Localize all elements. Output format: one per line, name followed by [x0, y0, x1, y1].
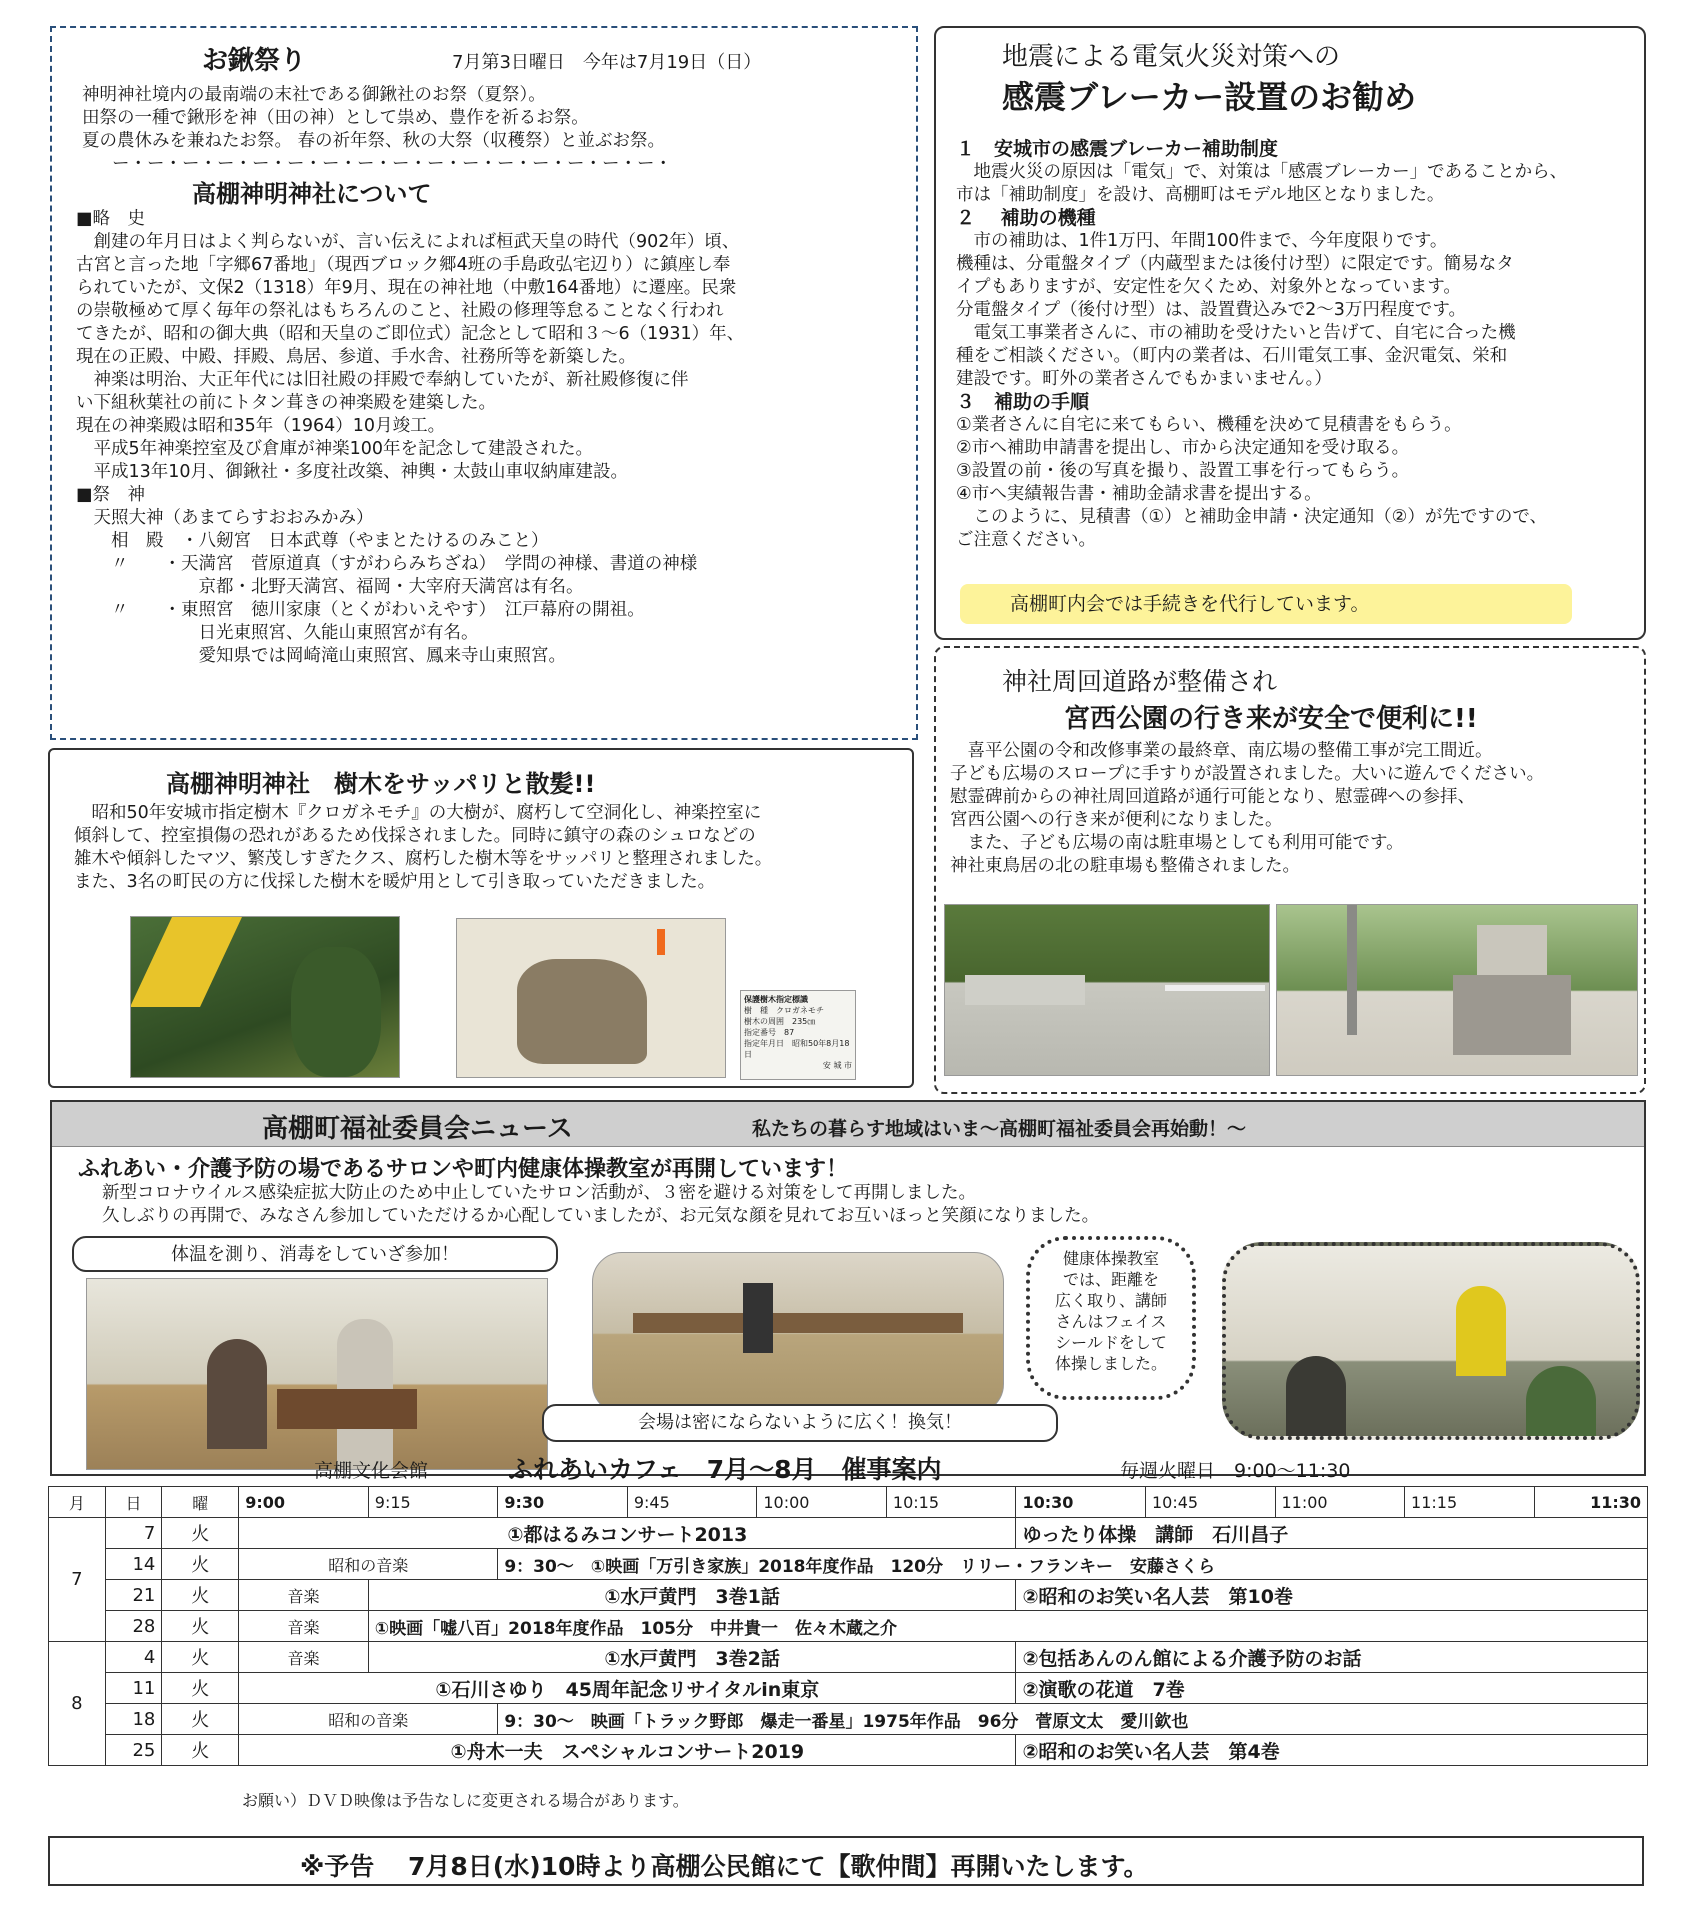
quake-s2-line: 種をご相談ください。（町内の業者は、石川電気工事、金沢電気、栄和: [956, 346, 1508, 366]
quake-s3-line: ご注意ください。: [956, 530, 1096, 550]
festival-title: お鍬祭り: [202, 46, 307, 76]
day-cell: 14: [105, 1549, 162, 1580]
time-slot: 9:45: [627, 1487, 757, 1518]
quake-s3-line: ④市へ実績報告書・補助金請求書を提出する。: [956, 484, 1322, 504]
gods-line: 相 殿 ・八剱宮 日本武尊（やまとたけるのみこと）: [76, 531, 549, 551]
cafe-venue: 高棚文化会館: [314, 1460, 429, 1482]
time-slot: 10:45: [1145, 1487, 1275, 1518]
quake-s1-line: 市は「補助制度」を設け、高棚町はモデル地区となりました。: [956, 185, 1445, 205]
quake-title-2: 感震ブレーカー設置のお勧め: [1002, 78, 1417, 116]
program-cell: ②昭和のお笑い名人芸 第10巻: [1016, 1580, 1648, 1611]
program-cell: ①映画「嘘八百」2018年度作品 105分 中井貴一 佐々木蔵之介: [368, 1611, 1647, 1642]
program-pre-cell: 音楽: [239, 1642, 369, 1673]
quake-s2-line: イプもありますが、安定性を欠くため、対象外となっています。: [956, 277, 1461, 297]
quake-s2-line: 電気工事業者さんに、市の補助を受けたいと告げて、自宅に合った機: [956, 323, 1516, 343]
program-pre-cell: 音楽: [239, 1580, 369, 1611]
welfare-headline: ふれあい・介護予防の場であるサロンや町内健康体操教室が再開しています！: [78, 1157, 849, 1182]
program-pre-cell: 昭和の音楽: [239, 1704, 498, 1735]
quake-s2-line: 建設です。町外の業者さんでもかまいません。）: [956, 369, 1332, 389]
welfare-panel: [50, 1100, 1646, 1476]
header-month: 月: [49, 1487, 106, 1518]
gods-line: 天照大神（あまてらすおおみかみ）: [76, 508, 374, 528]
notice-box: [48, 1836, 1644, 1886]
program-cell: ①水戸黄門 3巻2話: [368, 1642, 1016, 1673]
shrine-panel: [50, 26, 918, 740]
road-line: 喜平公園の令和改修事業の最終章、南広場の整備工事が完工間近。: [950, 741, 1493, 761]
history-line: 現在の神楽殿は昭和35年（1964）10月竣工。: [76, 416, 446, 436]
quake-s3-heading: ３ 補助の手順: [956, 391, 1090, 413]
day-cell: 18: [105, 1704, 162, 1735]
cafe-title: ふれあいカフェ 7月～8月 催事案内: [508, 1455, 942, 1484]
festival-line: 夏の農休みを兼ねたお祭。 春の祈年祭、秋の大祭（収穫祭）と並ぶお祭。: [82, 131, 666, 151]
quake-s1-heading: １ 安城市の感震ブレーカー補助制度: [956, 138, 1278, 160]
history-line: 創建の年月日はよく判らないが、言い伝えによれば桓武天皇の時代（902年）頃、: [76, 232, 740, 252]
tree-sign-photo: [740, 990, 856, 1080]
road-photo: [944, 904, 1270, 1076]
program-cell: ②演歌の花道 7巻: [1016, 1673, 1648, 1704]
time-slot: 11:30: [1534, 1487, 1647, 1518]
tree-cutting-photo: [130, 916, 400, 1078]
history-line: 古宮と言った地「字郷67番地」（現西ブロック郷4班の手島政弘宅辺り）に鎮座し奉: [76, 255, 731, 275]
program-cell: 9：30～ ①映画「万引き家族」2018年度作品 120分 リリー・フランキー 安藤さくら: [498, 1549, 1648, 1580]
program-cell: ②包括あんのん館による介護予防のお話: [1016, 1642, 1648, 1673]
day-cell: 25: [105, 1735, 162, 1766]
day-cell: 28: [105, 1611, 162, 1642]
gods-line: 愛知県では岡崎滝山東照宮、鳳来寺山東照宮。: [76, 646, 566, 666]
day-cell: 11: [105, 1673, 162, 1704]
salon-room-photo: [592, 1252, 1004, 1414]
quake-note: 高棚町内会では手続きを代行しています。: [960, 584, 1572, 624]
cafe-when: 毎週火曜日 9:00～11:30: [1120, 1460, 1351, 1482]
festival-line: 田祭の一種で鍬形を神（田の神）として祟め、豊作を祈るお祭。: [82, 108, 589, 128]
trees-title: 高棚神明神社 樹木をサッパリと散髪!!: [166, 770, 596, 798]
time-slot: 11:00: [1275, 1487, 1405, 1518]
quake-title-1: 地震による電気火災対策への: [1002, 42, 1341, 72]
festival-divider: ー・ー・ー・ー・ー・ー・ー・ー・ー・ー・ー・ー・ー・ー・ー・ー・: [112, 154, 672, 174]
gods-line: 〃 ・天満宮 菅原道真（すがわらみちざね） 学問の神様、書道の神様: [76, 554, 698, 574]
header-day: 日: [105, 1487, 162, 1518]
day-cell: 7: [105, 1518, 162, 1549]
time-slot: 10:00: [757, 1487, 887, 1518]
program-cell: ①石川さゆり 45周年記念リサイタルin東京: [239, 1673, 1016, 1704]
schedule-row: [49, 1735, 1648, 1766]
time-slot: 9:00: [239, 1487, 369, 1518]
sign-title: 保護樹木指定標識: [744, 995, 808, 1004]
tree-stump-photo: [456, 918, 726, 1078]
program-pre-cell: 音楽: [239, 1611, 369, 1642]
road-line: また、子ども広場の南は駐車場としても利用可能です。: [950, 833, 1404, 853]
day-cell: 21: [105, 1580, 162, 1611]
month-cell: 7: [49, 1518, 106, 1642]
gods-heading: ■祭 神: [76, 485, 146, 505]
trees-line: 昭和50年安城市指定樹木『クロガネモチ』の大樹が、腐朽して空洞化し、神楽控室に: [74, 803, 762, 823]
schedule-row: [49, 1673, 1648, 1704]
sign-row: 指定番号 87: [744, 1028, 795, 1037]
road-line: 子ども広場のスロープに手すりが設置されました。大いに遊んでください。: [950, 764, 1545, 784]
sign-row: 樹木の周囲 235㎝: [744, 1017, 816, 1026]
weekday-cell: 火: [162, 1642, 239, 1673]
history-line: の崇敬極めて厚く毎年の祭礼はもちろんのこと、社殿の修理等怠ることなく行われ: [76, 301, 724, 321]
quake-s2-heading: ２ 補助の機種: [956, 207, 1096, 229]
sign-row: 樹 種 クロガネモチ: [744, 1006, 824, 1015]
welfare-line: 久しぶりの再開で、みなさん参加していただけるか心配していましたが、お元気な顔を見れてお互いほっと笑顔になりました。: [102, 1206, 1100, 1226]
time-slot: 9:15: [368, 1487, 498, 1518]
road-title-2: 宮西公園の行き来が安全で便利に!!: [1064, 704, 1478, 734]
trees-line: 傾斜して、控室損傷の恐れがあるため伐採されました。同時に鎮守の森のシュロなどの: [74, 826, 756, 846]
quake-panel: [934, 26, 1646, 640]
weekday-cell: 火: [162, 1611, 239, 1642]
history-line: られていたが、文保2（1318）年9月、現在の神社地（中敷164番地）に遷座。民衆: [76, 278, 737, 298]
program-pre-cell: 昭和の音楽: [239, 1549, 498, 1580]
schedule-row: [49, 1580, 1648, 1611]
quake-s2-line: 市の補助は、1件1万円、年間100件まで、今年度限りです。: [956, 231, 1448, 251]
gods-line: 〃 ・東照宮 徳川家康（とくがわいえやす） 江戸幕府の開祖。: [76, 600, 645, 620]
weekday-cell: 火: [162, 1549, 239, 1580]
shrine-title: 高棚神明神社について: [192, 180, 432, 208]
quake-s1-line: 地震火災の原因は「電気」で、対策は「感震ブレーカー」であることから、: [956, 162, 1568, 182]
history-line: てきたが、昭和の御大典（昭和天皇のご即位式）記念として昭和３～6（1931）年、: [76, 324, 745, 344]
program-cell: 9：30～ 映画「トラック野郎 爆走一番星」1975年作品 96分 菅原文太 愛川欽也: [498, 1704, 1648, 1735]
history-line: 平成5年神楽控室及び倉庫が神楽100年を記念して建設された。: [76, 439, 594, 459]
bubble-exercise: 健康体操教室 では、距離を 広く取り、講師 さんはフェイス シールドをして 体操しました。: [1026, 1236, 1196, 1400]
quake-s3-line: ①業者さんに自宅に来てもらい、機種を決めて見積書をもらう。: [956, 415, 1462, 435]
road-line: 慰霊碑前からの神社周回道路が通行可能となり、慰霊碑への参拝、: [950, 787, 1475, 807]
salon-reception-photo: [86, 1278, 548, 1470]
trees-line: 雑木や傾斜したマツ、繁茂しすぎたクス、腐朽した樹木等をサッパリと整理されました。: [74, 849, 773, 869]
program-cell: ①都はるみコンサート2013: [239, 1518, 1016, 1549]
time-slot: 10:15: [886, 1487, 1016, 1518]
sign-row: 指定年月日 昭和50年8月18日: [744, 1039, 850, 1059]
program-cell: ①水戸黄門 3巻1話: [368, 1580, 1016, 1611]
schedule-header-row: [49, 1487, 1648, 1518]
festival-line: 神明神社境内の最南端の末社である御鍬社のお祭（夏祭）。: [82, 85, 546, 105]
time-slot: 10:30: [1016, 1487, 1146, 1518]
history-heading: ■略 史: [76, 209, 146, 229]
gods-line: 日光東照宮、久能山東照宮が有名。: [76, 623, 479, 643]
welfare-header-bar: [52, 1102, 1644, 1147]
exercise-class-photo: [1222, 1242, 1640, 1440]
cafe-note: お願い）ＤＶＤ映像は予告なしに変更される場合があります。: [242, 1791, 689, 1810]
road-panel: [934, 646, 1646, 1094]
schedule-row: [49, 1611, 1648, 1642]
gods-line: 京都・北野天満宮、福岡・大宰府天満宮は有名。: [76, 577, 584, 597]
trees-line: また、3名の町民の方に伐採した樹木を暖炉用として引き取っていただきました。: [74, 872, 716, 892]
quake-s3-line: ②市へ補助申請書を提出し、市から決定通知を受け取る。: [956, 438, 1410, 458]
bubble-temperature: 体温を測り、消毒をしていざ参加！: [72, 1236, 558, 1272]
quake-s2-line: 機種は、分電盤タイプ（内蔵型または後付け型）に限定です。簡易なタ: [956, 254, 1514, 274]
month-cell: 8: [49, 1642, 106, 1766]
road-title-1: 神社周回道路が整備され: [1002, 667, 1278, 696]
welfare-line: 新型コロナウイルス感染症拡大防止のため中止していたサロン活動が、３密を避ける対策をして再開しました。: [102, 1183, 976, 1203]
schedule-row: [49, 1642, 1648, 1673]
road-line: 神社東鳥居の北の駐車場も整備されました。: [950, 856, 1300, 876]
weekday-cell: 火: [162, 1518, 239, 1549]
quake-s3-line: このように、見積書（①）と補助金申請・決定通知（②）が先ですので、: [956, 507, 1548, 527]
quake-s2-line: 分電盤タイプ（後付け型）は、設置費込みで2～3万円程度です。: [956, 300, 1466, 320]
history-line: 平成13年10月、御鍬社・多度社改築、神輿・太鼓山車収納庫建設。: [76, 462, 629, 482]
time-slot: 11:15: [1405, 1487, 1535, 1518]
history-line: 神楽は明治、大正年代には旧社殿の拝殿で奉納していたが、新社殿修復に伴: [76, 370, 689, 390]
festival-date: 7月第3日曜日 今年は7月19日（日）: [452, 52, 762, 73]
bubble-ventilation: 会場は密にならないように広く！換気！: [542, 1404, 1058, 1442]
header-weekday: 曜: [162, 1487, 239, 1518]
weekday-cell: 火: [162, 1735, 239, 1766]
torii-photo: [1276, 904, 1638, 1076]
day-cell: 4: [105, 1642, 162, 1673]
program-cell: ②昭和のお笑い名人芸 第4巻: [1016, 1735, 1648, 1766]
history-line: い下組秋葉社の前にトタン葺きの神楽殿を建築した。: [76, 393, 496, 413]
weekday-cell: 火: [162, 1580, 239, 1611]
cafe-schedule: [48, 1486, 1648, 1766]
schedule-row: [49, 1518, 1648, 1549]
program-cell: ゆったり体操 講師 石川昌子: [1016, 1518, 1648, 1549]
quake-s3-line: ③設置の前・後の写真を撮り、設置工事を行ってもらう。: [956, 461, 1410, 481]
time-slot: 9:30: [498, 1487, 628, 1518]
history-line: 現在の正殿、中殿、拝殿、鳥居、参道、手水舎、社務所等を新築した。: [76, 347, 636, 367]
trees-panel: [48, 748, 914, 1088]
sign-footer: 安 城 市: [822, 1061, 852, 1070]
weekday-cell: 火: [162, 1673, 239, 1704]
weekday-cell: 火: [162, 1704, 239, 1735]
program-cell: ①舟木一夫 スペシャルコンサート2019: [239, 1735, 1016, 1766]
schedule-row: [49, 1704, 1648, 1735]
welfare-header: 高棚町福祉委員会ニュース: [262, 1114, 573, 1144]
welfare-subheader: 私たちの暮らす地域はいま～高棚町福祉委員会再始動！～: [752, 1118, 1247, 1140]
notice-text: ※予告 7月8日(水)10時より高棚公民館にて【歌仲間】再開いたします。: [300, 1852, 1149, 1881]
schedule-row: [49, 1549, 1648, 1580]
road-line: 宮西公園への行き来が便利になりました。: [950, 810, 1283, 830]
